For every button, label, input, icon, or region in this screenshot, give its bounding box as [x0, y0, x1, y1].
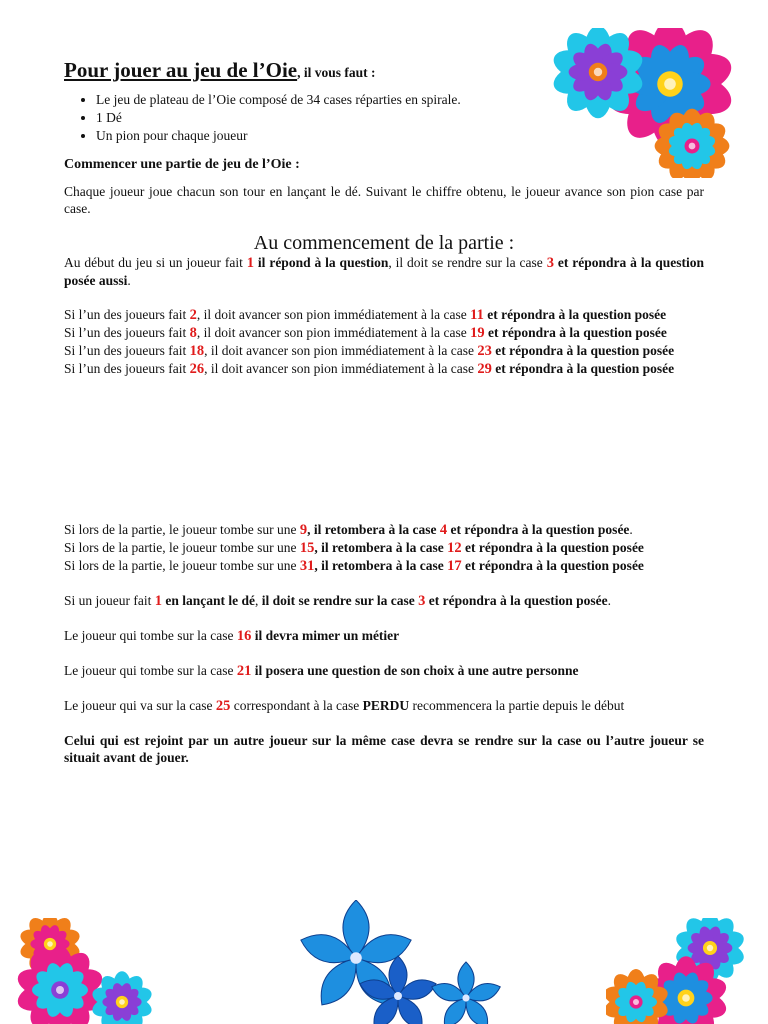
rule-number: 19 [470, 325, 485, 341]
rule-number: 4 [439, 522, 448, 538]
rule-text: Si l’un des joueurs fait [64, 307, 190, 322]
rule-number: 3 [418, 593, 426, 609]
rule-text: , il retombera à la case [314, 540, 448, 555]
rule-text: et répondra à la question posée [491, 343, 675, 358]
rule-text: et répondra à la question posée [425, 593, 608, 608]
rule-text: PERDU [362, 698, 410, 713]
rule-text: , il retombera à la case [314, 558, 448, 573]
rule-number: 26 [189, 361, 205, 377]
rule-text: Si lors de la partie, le joueur tombe sur une [64, 540, 300, 555]
during-rule [64, 557, 704, 575]
rule-text: Si l’un des joueurs fait [64, 361, 190, 376]
rule-number: 31 [299, 558, 315, 574]
rule-text: , il retombera à la case [307, 522, 440, 537]
rule-text: il doit se rendre sur la case [261, 593, 419, 608]
flower-cluster-bottom-left-icon [14, 918, 154, 1024]
rule-number: 9 [299, 522, 308, 538]
rule-number: 18 [189, 343, 205, 359]
rule-text: et répondra à la question posée [447, 522, 630, 537]
final-rule: Celui qui est rejoint par un autre joueur sur la même case devra se rendre sur la case ou l’autre joueur se situait avant de jouer. [64, 733, 704, 765]
case25-rule [64, 697, 704, 715]
rule-text: il posera une question de son choix à une autre personne [251, 663, 579, 678]
flower-cluster-bottom-right-icon [606, 918, 756, 1024]
rule-number: 17 [447, 558, 462, 574]
document-body [64, 58, 704, 766]
beginning-heading: Au commencement de la partie : [253, 232, 515, 254]
rule-text: Au début du jeu si un joueur fait [64, 255, 247, 270]
rule-text: , il doit avancer son pion immédiatement à la case [204, 361, 478, 376]
rule-item [64, 306, 704, 324]
rule-text: et répondra à la question posée [483, 307, 667, 322]
page-subtitle: , il vous faut : [297, 65, 376, 80]
rule-number: 3 [546, 255, 554, 271]
list-item: • Le jeu de plateau de l’Oie composé de 34 cases réparties en spirale. [96, 91, 704, 108]
dice-one-rule [64, 592, 704, 610]
rule-text: et répondra à la question posée aussi [64, 255, 704, 288]
rule-text: et répondra à la question posée [484, 325, 667, 340]
rule-text: , il doit avancer son pion immédiatement à la case [196, 325, 471, 340]
rule-number: 1 [154, 593, 162, 609]
list-item: • 1 Dé [96, 109, 704, 126]
rule-text: en lançant le dé [162, 593, 255, 608]
rule-text: , il doit avancer son pion immédiatement à la case [204, 343, 478, 358]
rule-number: 25 [215, 698, 231, 714]
first-rule [64, 254, 704, 289]
rule-text: , il doit se rendre sur la case [388, 255, 547, 270]
blue-flowers-bottom-center-icon [298, 900, 508, 1024]
case21-rule [64, 662, 704, 680]
title-line [64, 58, 704, 82]
rule-number: 11 [470, 307, 484, 323]
rule-text: Si lors de la partie, le joueur tombe sur une [64, 558, 300, 573]
rule-number: 21 [236, 663, 252, 679]
start-heading: Commencer une partie de jeu de l’Oie : [64, 157, 300, 172]
rule-number: 23 [477, 343, 492, 359]
rule-text: Si lors de la partie, le joueur tombe sur une [64, 522, 300, 537]
rule-text: il répond à la question [254, 255, 389, 270]
rule-item [64, 342, 704, 360]
rule-number: 2 [189, 307, 197, 323]
rule-number: 15 [299, 540, 315, 556]
rule-number: 1 [246, 255, 254, 271]
materials-list [64, 91, 704, 144]
during-rule [64, 521, 704, 539]
rule-text: Le joueur qui tombe sur la case [64, 628, 237, 643]
rule-text: correspondant à la case [230, 698, 363, 713]
rule-text: et répondra à la question posée [491, 361, 675, 376]
rule-text: , il doit avancer son pion immédiatement à la case [196, 307, 471, 322]
start-text: Chaque joueur joue chacun son tour en lançant le dé. Suivant le chiffre obtenu, le joueur avance son pion case par case. [64, 184, 704, 216]
rule-text: Le joueur qui va sur la case [64, 698, 216, 713]
rule-item [64, 360, 704, 378]
rule-text: et répondra à la question posée [461, 558, 644, 573]
during-rule [64, 539, 704, 557]
rule-text: Si l’un des joueurs fait [64, 325, 190, 340]
rule-item [64, 324, 704, 342]
list-item: • Un pion pour chaque joueur [96, 127, 704, 144]
rule-text: et répondra à la question posée [461, 540, 644, 555]
rule-text: . [629, 522, 633, 537]
rule-text: il devra mimer un métier [251, 628, 400, 643]
rule-text: recommencera la partie depuis le début [409, 698, 625, 713]
page-title: Pour jouer au jeu de l’Oie [64, 58, 298, 82]
rule-text: Si un joueur fait [64, 593, 155, 608]
rule-number: 29 [477, 361, 492, 377]
rule-text: Si l’un des joueurs fait [64, 343, 190, 358]
rule-number: 8 [189, 325, 197, 341]
rule-text: . [607, 593, 611, 608]
rule-text: . [127, 273, 131, 288]
rule-number: 12 [447, 540, 462, 556]
rule-text: , [255, 593, 262, 608]
rule-text: Le joueur qui tombe sur la case [64, 663, 237, 678]
case16-rule [64, 627, 704, 645]
rule-number: 16 [236, 628, 252, 644]
